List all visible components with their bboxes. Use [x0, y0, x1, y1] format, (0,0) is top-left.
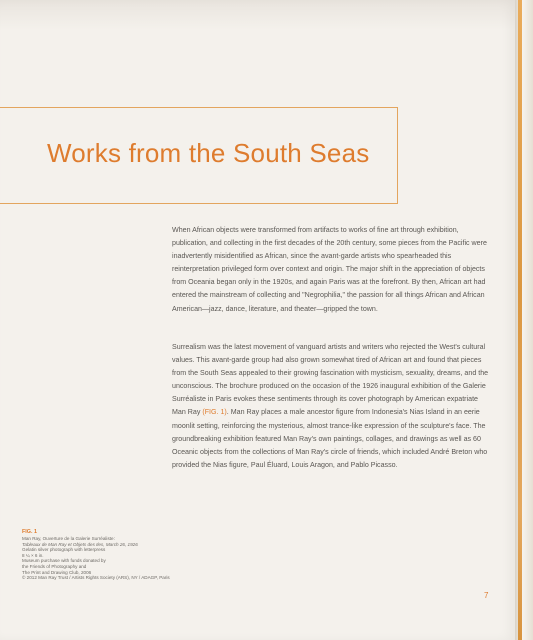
caption-line: Man Ray, Ouverture de la Galerie Surréaliste: — [22, 536, 115, 541]
page-number: 7 — [484, 591, 489, 600]
figure-caption — [22, 529, 252, 581]
caption-line: The Print and Drawing Club, 2006 — [22, 569, 92, 575]
caption-line: 8 ¼ × 6 in. — [22, 552, 44, 558]
page-top-shadow — [0, 0, 515, 30]
caption-line: Museum purchase with funds donated by — [22, 558, 106, 564]
caption-line: the Friends of Photography and — [22, 563, 87, 569]
page-edge-color-strip — [518, 0, 522, 640]
caption-label: FIG. 1 — [22, 529, 37, 535]
body-paragraph-2 — [172, 341, 490, 472]
body-paragraph-1: When African objects were transformed from artifacts to works of fine art through exhibition, publication, and collecting in the first decades of the 20th century, some pieces from the Pacific were inadvertently misidentified as African, since the avant-garde artists who spearheaded this reinterpretation privileged form over context and origin. The major shift in the appreciation of objects from Oceania began only in the 1920s, and again Paris was at the forefront. By then, African art had entered the mainstream of collecting and "Negrophilia," the passion for all things African and African American—jazz, dance, literature, and theater—gripped the town. — [172, 226, 487, 313]
caption-line: Gelatin silver photograph with letterpress — [22, 547, 106, 553]
figure-reference: (FIG. 1) — [202, 408, 227, 417]
paragraph-2-text-start: Surrealism was the latest movement of vanguard artists and writers who rejected the West's cultural values. This avant-garde group had also grown somewhat tired of African art and found that pieces from the South Seas appealed to their growing fascination with mysticism, sexuality, dreams, and the unconscious. The brochure produced on the occasion of the 1926 inaugural exhibition of the Galerie Surréaliste in Paris evokes these sentiments through its cover photograph by American expatriate Man Ray — [172, 343, 489, 417]
caption-line: Tableaux de Man Ray et Objets des Iles, March 26, 1926 — [22, 541, 138, 547]
page-title: Works from the South Seas — [47, 138, 370, 168]
paragraph-2-text-end: . Man Ray places a male ancestor figure from Indonesia's Nias Island in an eerie moonlit setting, reinforcing the mysterious, almost trance-like expression of the sculpture's face. The groundbreaking exhibition featured Man Ray's own paintings, collages, and drawings as well as 60 Oceanic objects from the collections of Man Ray's circle of friends, which included André Breton who provided the Nias figure, Paul Éluard, Louis Aragon, and Pablo Picasso. — [172, 408, 488, 469]
caption-line: © 2012 Man Ray Trust / Artists Rights Society (ARS), NY / ADAGP, Paris — [22, 575, 170, 581]
